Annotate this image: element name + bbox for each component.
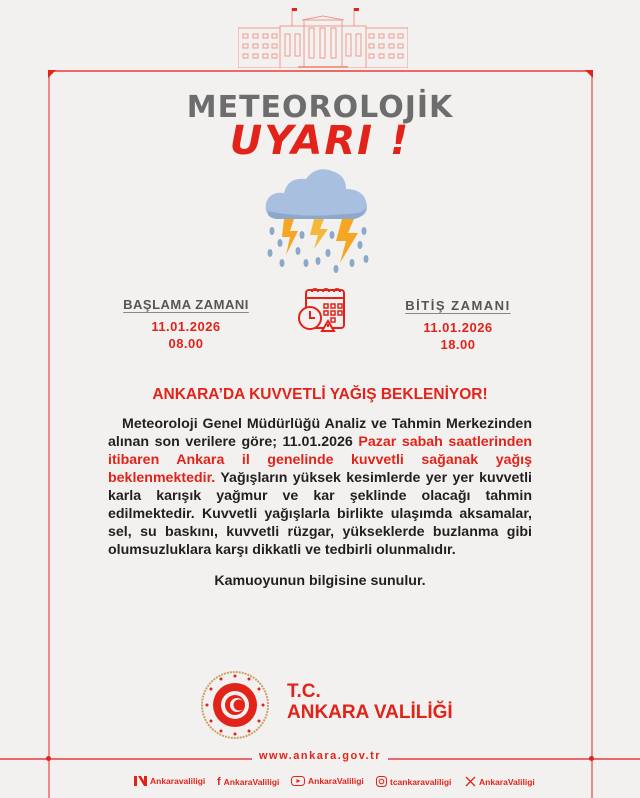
title-uyari: UYARI !	[229, 118, 411, 164]
start-label: BAŞLAMA ZAMANI	[123, 297, 249, 312]
frame-bottom-line-right	[388, 758, 640, 760]
end-date: 11.01.2026	[423, 320, 493, 335]
social-nsosyal[interactable]	[134, 776, 205, 786]
instagram-icon	[376, 776, 387, 787]
social-x[interactable]	[465, 776, 535, 787]
org-line1: T.C.	[287, 681, 321, 702]
start-time: 08.00	[168, 336, 204, 351]
youtube-icon	[291, 776, 305, 786]
facebook-icon: f	[217, 776, 221, 788]
closing-text: Kamuoyunun bilgisine sunulur.	[214, 573, 426, 589]
website-link[interactable]: www.ankara.gov.tr	[258, 750, 382, 762]
frame-left-line	[48, 70, 50, 798]
announcement-body	[108, 415, 532, 559]
frame-node-bottom-right	[589, 756, 594, 761]
calendar-clock-warning-icon	[296, 284, 350, 334]
start-time-block	[86, 297, 286, 352]
social-handle: tcankaravaliligi	[390, 776, 452, 787]
social-youtube[interactable]	[291, 776, 364, 786]
thunderstorm-icon	[262, 165, 377, 275]
frame-node-bottom-left	[46, 756, 51, 761]
frame-bottom-line-left	[0, 758, 252, 760]
headline: ANKARA’DA KUVVETLİ YAĞIŞ BEKLENİYOR!	[152, 386, 488, 403]
end-label: BİTİŞ ZAMANI	[405, 298, 511, 313]
body-part1: Meteoroloji Genel Müdürlüğü Analiz ve Tahmin Merkezinden alınan son verilere göre; 11.01.2026	[108, 416, 532, 450]
body-part3: Yağışların yüksek kesimlerde yer yer kuvvetli karla karışık yağmur ve kar şeklinde olacağı tahmin edilmektedir. Kuvvetli yağışlarla birlikte ulaşımda aksamalar, sel, su baskını, kuvvetli rüzgar, yükseklerde buzlanma gibi olumsuzluklara karşı dikkatli ve tedbirli olunmalıdır.	[108, 470, 532, 558]
social-handle: AnkaraValiligi	[479, 776, 535, 787]
title-meteorolojik: METEOROLOJİK	[186, 90, 454, 125]
frame-right-line	[591, 70, 593, 798]
social-handle: AnkaraValiligi	[308, 776, 364, 786]
social-instagram[interactable]	[376, 776, 451, 787]
x-icon	[465, 776, 476, 787]
start-date: 11.01.2026	[151, 319, 221, 334]
social-handle: AnkaraValiligi	[223, 777, 280, 787]
social-facebook[interactable]	[217, 776, 279, 788]
end-time: 18.00	[440, 337, 476, 352]
frame-top-line	[48, 70, 593, 72]
end-time-block	[358, 298, 558, 353]
org-line2: ANKARA VALİLİĞİ	[287, 702, 453, 723]
social-handle: Ankaravaliligi	[150, 776, 206, 786]
body-highlight: Pazar sabah saatlerinden itibaren Ankara il genelinde kuvvetli sağanak yağış beklenmektedir.	[108, 434, 533, 486]
valilik-seal-logo	[200, 670, 270, 740]
nsosyal-icon	[134, 776, 147, 786]
building-icon	[238, 6, 408, 68]
